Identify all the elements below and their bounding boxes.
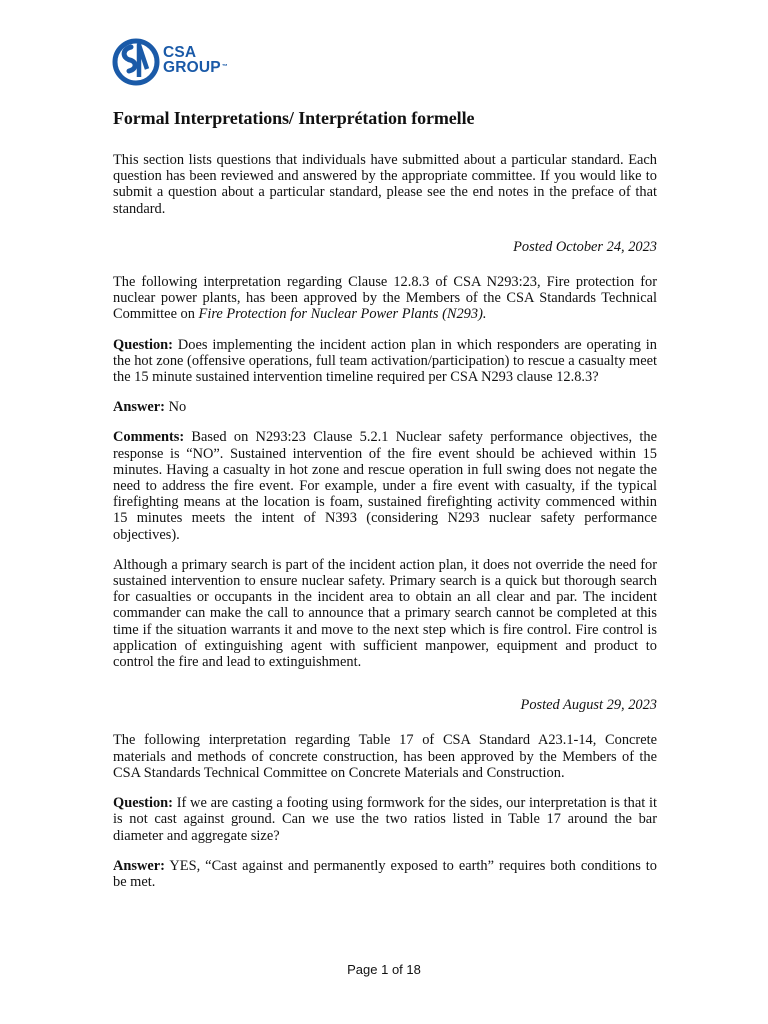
answer-label: Answer: (113, 399, 165, 416)
answer-text: YES, “Cast against and permanently exposed to earth” requires both conditions to be met. (113, 857, 657, 890)
document-body (113, 106, 657, 904)
logo-text-line2: GROUP (163, 59, 221, 76)
csa-logo-icon (112, 35, 162, 93)
posted-date-2: Posted August 29, 2023 (520, 697, 657, 714)
entry1-comments (113, 429, 657, 542)
answer-text: No (164, 399, 187, 416)
page-number: Page 1 of 18 (347, 962, 421, 977)
question-label: Question: (113, 795, 173, 812)
entry2-lead: The following interpretation regarding Table 17 of CSA Standard A23.1-14, Concrete materials and methods of concrete construction, has been approved by the Members of the CSA Standards Technical Committee on Concrete Materials and Construction. (113, 732, 657, 781)
entry1-lead (113, 274, 657, 323)
entry1-answer (113, 399, 657, 415)
comments-text: Based on N293:23 Clause 5.2.1 Nuclear safety performance objectives, the response is “NO”. Sustained intervention of the fire event should be achieved within 15 minutes. Having a casualty in hot zone and rescue operation in full swing does not negate the need to address the fire event. For example, under a fire event with casualty, if the typical firefighting means at the location is foam, sustained firefighting activity commenced within 15 minutes meets the intent of N393 (considering N293 nuclear safety performance objectives). (113, 429, 657, 543)
logo-wordmark (163, 45, 228, 75)
posted-date-1: Posted October 24, 2023 (513, 238, 657, 255)
question-text: If we are casting a footing using formwork for the sides, our interpretation is that it is not cast against ground. Can we use the two ratios listed in Table 17 around the bar diameter and aggregate size? (113, 795, 657, 844)
csa-group-logo (112, 35, 252, 95)
question-text: Does implementing the incident action plan in which responders are operating in the hot zone (offensive operations, full team activation/participation) to rescue a casualty meet the 15 minute sustained intervention timeline required per CSA N293 clause 12.8.3? (113, 336, 657, 386)
entry2-question (113, 795, 657, 844)
entry1-lead-text: The following interpretation regarding Clause 12.8.3 of CSA N293:23, Fire protection for nuclear power plants, has been approved by the Members of the CSA Standards Technical Committee on (113, 274, 657, 323)
entry1-committee: Fire Protection for Nuclear Power Plants (N293). (198, 306, 487, 323)
entry1-additional: Although a primary search is part of the incident action plan, it does not override the need for sustained intervention to ensure nuclear safety. Primary search is a quick but thorough search for casualties or occupants in the incident area to obtain an all clear and par. The incident commander can make the call to announce that a primary search cannot be completed at this time if the situation warrants it and move to the next step which is fire control. Fire control is application of extinguishing agent with sufficient manpower, equipment and product to control the fire and lead to extinguishment. (113, 556, 657, 671)
page-title: Formal Interpretations/ Interprétation formelle (113, 108, 475, 128)
logo-text-line1: CSA (163, 44, 197, 61)
entry1-question (113, 337, 657, 386)
answer-label: Answer: (113, 857, 165, 874)
question-label: Question: (113, 336, 173, 353)
logo-trademark: ™ (221, 64, 229, 70)
entry2-answer (113, 858, 657, 890)
intro-paragraph: This section lists questions that individuals have submitted about a particular standard. Each question has been reviewed and answered by the appropriate committee. If you would like to submit a question about a particular standard, please see the end notes in the preface of that standard. (113, 152, 657, 217)
comments-label: Comments: (113, 429, 185, 446)
